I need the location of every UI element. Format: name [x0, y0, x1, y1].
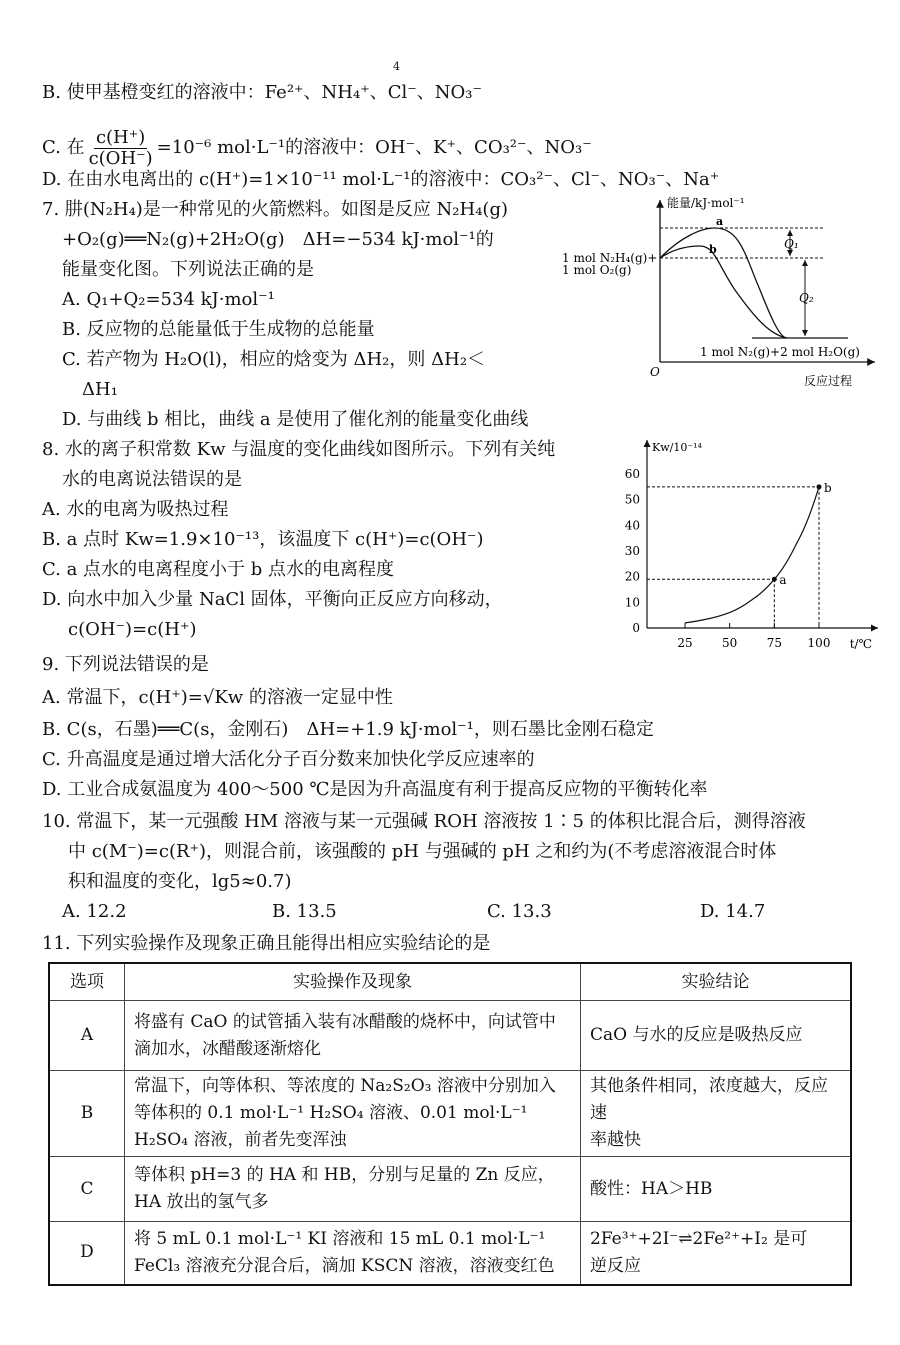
q9-option-b: B. C(s，石墨)══C(s，金刚石) ΔH=+1.9 kJ·mol⁻¹，则石墨比金刚石稳定	[42, 719, 654, 740]
q7-option-b: B. 反应物的总能量低于生成物的总能量	[62, 319, 375, 340]
q9-option-d: D. 工业合成氨温度为 400～500 ℃是因为升高温度有利于提高反应物的平衡转化率	[42, 779, 708, 800]
text-line: HA 放出的氢气多	[134, 1192, 269, 1212]
q10-stem: 积和温度的变化，lg5≈0.7)	[68, 871, 292, 892]
row-option: C	[49, 1157, 125, 1222]
point-a	[772, 577, 777, 582]
point-b	[817, 484, 822, 489]
y-axis-label: 能量/kJ·mol⁻¹	[667, 196, 745, 210]
y-tick-label: 40	[624, 518, 640, 533]
energy-diagram	[560, 190, 890, 390]
q2-label: Q₂	[799, 291, 814, 305]
text-line: H₂SO₄ 溶液，前者先变浑浊	[134, 1130, 347, 1150]
row-conclusion	[581, 1157, 852, 1222]
q8-option-b: B. a 点时 Kw=1.9×10⁻¹³，该温度下 c(H⁺)=c(OH⁻)	[42, 529, 484, 550]
kw-chart	[600, 435, 890, 655]
text-line: 将盛有 CaO 的试管插入装有冰醋酸的烧杯中，向试管中	[134, 1011, 556, 1032]
experiment-table	[48, 962, 852, 1286]
q9-option-c: C. 升高温度是通过增大活化分子百分数来加快化学反应速率的	[42, 749, 535, 770]
curve-b-label: b	[709, 243, 717, 256]
x-tick-label: 100	[807, 636, 831, 650]
q7-stem: +O₂(g)══N₂(g)+2H₂O(g) ΔH=−534 kJ·mol⁻¹的	[62, 229, 494, 250]
page-number: 4	[393, 60, 400, 73]
x-tick-label: 75	[766, 636, 782, 650]
q10-stem: 10. 常温下，某一元强酸 HM 溶液与某一元强碱 ROH 溶液按 1∶5 的体积比混合后，测得溶液	[42, 811, 806, 832]
q6-option-c	[42, 126, 592, 170]
row-operation	[125, 1071, 581, 1157]
text-line: 逆反应	[590, 1255, 641, 1276]
q7-stem: 7. 肼(N₂H₄)是一种常见的火箭燃料。如图是反应 N₂H₄(g)	[42, 199, 508, 220]
x-axis-label: t/℃	[849, 637, 872, 651]
q8-stem: 水的电离说法错误的是	[62, 469, 242, 490]
row-option: D	[49, 1222, 125, 1285]
q8-option-a: A. 水的电离为吸热过程	[42, 499, 229, 520]
x-tick-label: 50	[722, 636, 738, 650]
q7-option-c-cont: ΔH₁	[82, 379, 118, 400]
text-line: 其他条件相同，浓度越大，反应速	[590, 1076, 828, 1123]
reactants-label: 1 mol N₂H₄(g)+	[562, 251, 658, 265]
q10-stem: 中 c(M⁻)=c(R⁺)，则混合前，该强酸的 pH 与强碱的 pH 之和约为(不考虑溶液混合时体	[68, 841, 777, 862]
text-line: 酸性：HA＞HB	[590, 1178, 713, 1199]
table-row	[49, 1222, 851, 1285]
kw-curve	[685, 487, 819, 623]
header-conclusion: 实验结论	[581, 963, 852, 1001]
text-line: 等体积 pH=3 的 HA 和 HB，分别与足量的 Zn 反应，	[134, 1165, 555, 1185]
fraction-numerator: c(H⁺)	[95, 126, 146, 148]
y-tick-label: 0	[632, 621, 640, 635]
q7-option-a: A. Q₁+Q₂=534 kJ·mol⁻¹	[62, 289, 275, 310]
row-option: B	[49, 1071, 125, 1157]
q9-stem: 9. 下列说法错误的是	[42, 654, 209, 675]
q7-option-c: C. 若产物为 H₂O(l)，相应的焓变为 ΔH₂，则 ΔH₂＜	[62, 349, 486, 370]
reactants-label: 1 mol O₂(g)	[562, 263, 632, 277]
q9-option-a: A. 常温下，c(H⁺)=√Kw 的溶液一定显中性	[42, 687, 393, 708]
q6-option-b: B. 使甲基橙变红的溶液中：Fe²⁺、NH₄⁺、Cl⁻、NO₃⁻	[42, 82, 482, 103]
q6-c-suffix: =10⁻⁶ mol·L⁻¹的溶液中：OH⁻、K⁺、CO₃²⁻、NO₃⁻	[156, 137, 592, 158]
y-tick-label: 30	[624, 544, 640, 558]
table-row	[49, 1071, 851, 1157]
q1-label: Q₁	[784, 237, 799, 251]
fraction	[87, 128, 155, 169]
y-tick-label: 60	[624, 467, 640, 481]
y-tick-label: 50	[624, 492, 640, 507]
row-conclusion	[581, 1071, 852, 1157]
row-operation	[125, 1222, 581, 1285]
q10-option-b: B. 13.5	[272, 901, 337, 922]
q8-option-d: D. 向水中加入少量 NaCl 固体，平衡向正反应方向移动，	[42, 589, 503, 610]
curve-a	[660, 228, 787, 338]
y-tick-label: 10	[624, 595, 640, 610]
point-label: b	[824, 480, 832, 495]
origin-label: O	[650, 365, 660, 379]
x-tick-label: 25	[677, 636, 693, 650]
q10-option-c: C. 13.3	[487, 901, 552, 922]
y-axis-label: Kw/10⁻¹⁴	[652, 441, 702, 454]
row-operation	[125, 1001, 581, 1071]
row-option: A	[49, 1001, 125, 1071]
table-header	[49, 963, 851, 1001]
q11-stem: 11. 下列实验操作及现象正确且能得出相应实验结论的是	[42, 933, 491, 954]
x-axis-label: 反应过程	[803, 374, 852, 388]
header-operation: 实验操作及现象	[125, 963, 581, 1001]
text-line: 常温下，向等体积、等浓度的 Na₂S₂O₃ 溶液中分别加入	[134, 1076, 556, 1096]
text-line: FeCl₃ 溶液充分混合后，滴加 KSCN 溶液，溶液变红色	[134, 1255, 555, 1276]
q8-option-d-cont: c(OH⁻)=c(H⁺)	[68, 619, 197, 640]
fraction-denominator: c(OH⁻)	[88, 147, 153, 169]
q10-option-d: D. 14.7	[700, 901, 766, 922]
row-operation	[125, 1157, 581, 1222]
curve-b	[660, 246, 787, 338]
products-label: 1 mol N₂(g)+2 mol H₂O(g)	[700, 345, 860, 359]
text-line: 2Fe³⁺+2I⁻⇌2Fe²⁺+I₂ 是可	[590, 1228, 808, 1249]
header-option: 选项	[49, 963, 125, 1001]
q6-c-prefix: C. 在	[42, 137, 85, 158]
q7-stem: 能量变化图。下列说法正确的是	[62, 259, 314, 280]
q8-option-c: C. a 点水的电离程度小于 b 点水的电离程度	[42, 559, 394, 580]
row-conclusion	[581, 1222, 852, 1285]
text-line: 将 5 mL 0.1 mol·L⁻¹ KI 溶液和 15 mL 0.1 mol·L⁻¹	[134, 1228, 546, 1249]
text-line: 等体积的 0.1 mol·L⁻¹ H₂SO₄ 溶液、0.01 mol·L⁻¹	[134, 1103, 528, 1123]
curve-a-label: a	[716, 215, 724, 228]
text-line: CaO 与水的反应是吸热反应	[590, 1025, 803, 1045]
point-label: a	[779, 573, 787, 588]
row-conclusion	[581, 1001, 852, 1071]
q6-option-d: D. 在由水电离出的 c(H⁺)=1×10⁻¹¹ mol·L⁻¹的溶液中：CO₃²⁻、Cl⁻、NO₃⁻、Na⁺	[42, 169, 720, 190]
q7-option-d: D. 与曲线 b 相比，曲线 a 是使用了催化剂的能量变化曲线	[62, 409, 529, 430]
y-tick-label: 20	[624, 569, 640, 584]
q10-option-a: A. 12.2	[62, 901, 127, 922]
text-line: 滴加水，冰醋酸逐渐熔化	[134, 1038, 321, 1059]
table-row	[49, 1157, 851, 1222]
text-line: 率越快	[590, 1130, 641, 1150]
q8-stem: 8. 水的离子积常数 Kw 与温度的变化曲线如图所示。下列有关纯	[42, 439, 556, 460]
table-row	[49, 1001, 851, 1071]
